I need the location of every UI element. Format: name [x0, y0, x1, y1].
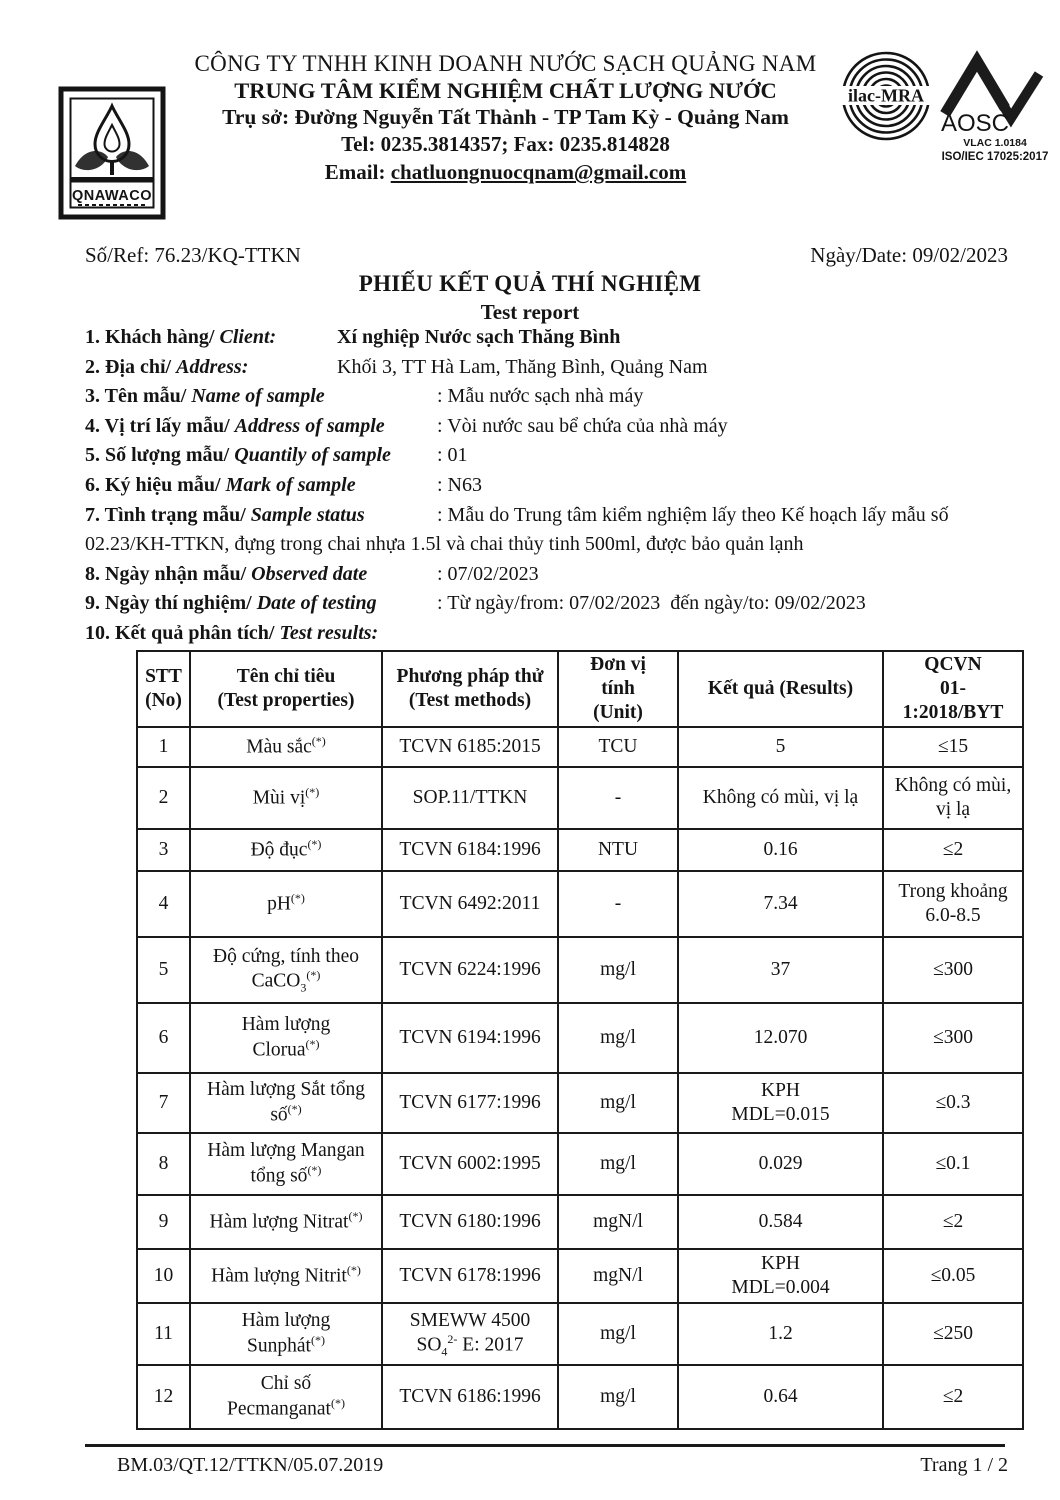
aosc-logo-text: AOSC	[941, 110, 1010, 137]
page-number: Trang 1 / 2	[920, 1454, 1008, 1476]
cell-limit: ≤0.3	[883, 1073, 1023, 1133]
cell-method: TCVN 6180:1996	[382, 1195, 558, 1249]
cell-method: SOP.11/TTKN	[382, 767, 558, 829]
field-value: : 01	[437, 444, 468, 467]
field-item	[85, 323, 1012, 353]
cell-result: 0.029	[678, 1133, 883, 1195]
cell-unit: -	[558, 871, 678, 937]
page-title: PHIẾU KẾT QUẢ THÍ NGHIỆM	[358, 271, 702, 296]
field-label: 7. Tình trạng mẫu/ Sample status	[85, 503, 365, 526]
cell-property: Chỉ số Pecmanganat(*)	[190, 1365, 382, 1429]
cell-unit: mg/l	[558, 937, 678, 1003]
column-header: Tên chỉ tiêu (Test properties)	[190, 651, 382, 727]
cell-result: 0.64	[678, 1365, 883, 1429]
table-row	[137, 1003, 1023, 1073]
field-list	[85, 323, 1012, 649]
qnawaco-logo-icon	[58, 86, 166, 225]
aosc-vlac-text: VLAC 1.0184	[963, 137, 1027, 149]
field-item	[85, 441, 1012, 471]
ilac-mra-logo-icon	[840, 50, 932, 145]
cell-unit: mgN/l	[558, 1195, 678, 1249]
accreditation-logos	[840, 50, 1049, 168]
cell-property: Mùi vị(*)	[190, 767, 382, 829]
cell-property: Hàm lượng Nitrat(*)	[190, 1195, 382, 1249]
cell-result: 12.070	[678, 1003, 883, 1073]
field-label: 6. Ký hiệu mẫu/ Mark of sample	[85, 473, 356, 496]
company-name: CÔNG TY TNHH KINH DOANH NƯỚC SẠCH QUẢNG NAM	[194, 51, 817, 76]
ref-number: Số/Ref: 76.23/KQ-TTKN	[85, 243, 301, 267]
cell-limit: Trong khoảng 6.0-8.5	[883, 871, 1023, 937]
cell-property: Độ đục(*)	[190, 829, 382, 871]
cell-unit: NTU	[558, 829, 678, 871]
field-item	[85, 619, 1012, 649]
email-label: Email:	[324, 160, 391, 184]
cell-limit: ≤2	[883, 1365, 1023, 1429]
cell-result: 1.2	[678, 1303, 883, 1365]
ilac-mra-logo-text: ilac-MRA	[848, 85, 924, 106]
field-value: : Vòi nước sau bể chứa của nhà máy	[437, 414, 728, 437]
tel-fax-line: Tel: 0235.3814357; Fax: 0235.814828	[341, 132, 670, 156]
cell-unit: mg/l	[558, 1133, 678, 1195]
cell-result: KPH MDL=0.015	[678, 1073, 883, 1133]
cell-property: Hàm lượng Mangan tổng số(*)	[190, 1133, 382, 1195]
cell-result: 7.34	[678, 871, 883, 937]
cell-method: TCVN 6194:1996	[382, 1003, 558, 1073]
field-label: 4. Vị trí lấy mẫu/ Address of sample	[85, 414, 385, 437]
cell-stt: 10	[137, 1249, 190, 1303]
field-item	[85, 382, 1012, 412]
cell-stt: 3	[137, 829, 190, 871]
cell-method: TCVN 6186:1996	[382, 1365, 558, 1429]
column-header: STT (No)	[137, 651, 190, 727]
cell-result: Không có mùi, vị lạ	[678, 767, 883, 829]
cell-stt: 8	[137, 1133, 190, 1195]
cell-method: TCVN 6185:2015	[382, 727, 558, 767]
table-row	[137, 871, 1023, 937]
cell-method: TCVN 6492:2011	[382, 871, 558, 937]
field-item	[85, 471, 1012, 501]
ref-date-row	[85, 243, 1008, 268]
field-value: : N63	[437, 473, 482, 496]
table-row	[137, 1303, 1023, 1365]
field-value: : Mẫu do Trung tâm kiểm nghiệm lấy theo Kế hoạch lấy mẫu số	[437, 503, 949, 526]
field-label: 5. Số lượng mẫu/ Quantily of sample	[85, 444, 391, 467]
cell-limit: ≤300	[883, 937, 1023, 1003]
form-code: BM.03/QT.12/TTKN/05.07.2019	[117, 1454, 384, 1476]
cell-limit: ≤15	[883, 727, 1023, 767]
table-row	[137, 1195, 1023, 1249]
cell-unit: TCU	[558, 727, 678, 767]
cell-result: 0.584	[678, 1195, 883, 1249]
table-row	[137, 1073, 1023, 1133]
cell-property: Hàm lượng Sắt tổng số(*)	[190, 1073, 382, 1133]
cell-method: SMEWW 4500 $SO_4^{2-}$ E: 2017	[382, 1303, 558, 1365]
cell-stt: 9	[137, 1195, 190, 1249]
cell-property: Màu sắc(*)	[190, 727, 382, 767]
table-row	[137, 1133, 1023, 1195]
letterhead	[178, 50, 833, 186]
table-row	[137, 1249, 1023, 1303]
field-value-continuation: 02.23/KH-TTKN, đựng trong chai nhựa 1.5l và chai thủy tinh 500ml, được bảo quản lạnh	[85, 533, 804, 556]
field-label: 2. Địa chỉ/ Address:	[85, 355, 249, 378]
results-table-wrap	[136, 650, 1024, 1430]
field-item	[85, 560, 1012, 590]
field-value: Xí nghiệp Nước sạch Thăng Bình	[337, 326, 621, 348]
cell-limit: ≤300	[883, 1003, 1023, 1073]
cell-unit: mg/l	[558, 1365, 678, 1429]
cell-result: 5	[678, 727, 883, 767]
cell-stt: 11	[137, 1303, 190, 1365]
column-header: Phương pháp thử (Test methods)	[382, 651, 558, 727]
field-label: 10. Kết quả phân tích/ Test results:	[85, 621, 379, 644]
field-label: 3. Tên mẫu/ Name of sample	[85, 385, 325, 408]
cell-result: KPH MDL=0.004	[678, 1249, 883, 1303]
email-line	[178, 158, 833, 186]
field-value: Khối 3, TT Hà Lam, Thăng Bình, Quảng Nam	[337, 355, 708, 378]
cell-stt: 6	[137, 1003, 190, 1073]
title-block	[0, 271, 1060, 325]
cell-stt: 2	[137, 767, 190, 829]
field-value: : 07/02/2023	[437, 562, 539, 585]
cell-limit: ≤0.1	[883, 1133, 1023, 1195]
field-value: : Từ ngày/from: 07/02/2023 đến ngày/to: 09/02/2023	[437, 592, 866, 615]
cell-method: TCVN 6224:1996	[382, 937, 558, 1003]
table-row	[137, 829, 1023, 871]
cell-property: Hàm lượng Nitrit(*)	[190, 1249, 382, 1303]
cell-method: TCVN 6178:1996	[382, 1249, 558, 1303]
table-row	[137, 937, 1023, 1003]
aosc-iso-text: ISO/IEC 17025:2017	[941, 151, 1049, 163]
center-name: TRUNG TÂM KIỂM NGHIỆM CHẤT LƯỢNG NƯỚC	[234, 78, 777, 103]
document-date: Ngày/Date: 09/02/2023	[810, 243, 1008, 267]
cell-stt: 4	[137, 871, 190, 937]
cell-stt: 7	[137, 1073, 190, 1133]
cell-result: 0.16	[678, 829, 883, 871]
cell-method: TCVN 6177:1996	[382, 1073, 558, 1133]
cell-unit: mg/l	[558, 1073, 678, 1133]
cell-property: Hàm lượng Sunphát(*)	[190, 1303, 382, 1365]
cell-limit: ≤2	[883, 829, 1023, 871]
cell-property: Hàm lượng Clorua(*)	[190, 1003, 382, 1073]
footer-rule	[85, 1444, 1005, 1447]
cell-unit: mg/l	[558, 1303, 678, 1365]
column-header: QCVN 01- 1:2018/BYT	[883, 651, 1023, 727]
cell-result: 37	[678, 937, 883, 1003]
cell-unit: mgN/l	[558, 1249, 678, 1303]
cell-method: TCVN 6002:1995	[382, 1133, 558, 1195]
email-address: chatluongnuocqnam@gmail.com	[390, 160, 687, 184]
field-item	[85, 412, 1012, 442]
column-header: Kết quả (Results)	[678, 651, 883, 727]
cell-method: TCVN 6184:1996	[382, 829, 558, 871]
cell-limit: ≤2	[883, 1195, 1023, 1249]
table-row	[137, 1365, 1023, 1429]
aosc-logo-icon	[937, 50, 1049, 168]
table-row	[137, 727, 1023, 767]
cell-stt: 5	[137, 937, 190, 1003]
cell-limit: ≤0.05	[883, 1249, 1023, 1303]
field-item	[85, 589, 1012, 619]
cell-stt: 12	[137, 1365, 190, 1429]
page-title-en: Test report	[480, 300, 580, 324]
field-label: 1. Khách hàng/ Client:	[85, 326, 277, 348]
column-header: Đơn vị tính (Unit)	[558, 651, 678, 727]
cell-unit: mg/l	[558, 1003, 678, 1073]
field-item	[85, 353, 1012, 383]
table-header-row	[137, 651, 1023, 727]
cell-limit: Không có mùi, vị lạ	[883, 767, 1023, 829]
field-label: 9. Ngày thí nghiệm/ Date of testing	[85, 592, 377, 615]
footer	[85, 1454, 1008, 1477]
field-value: : Mẫu nước sạch nhà máy	[437, 385, 644, 408]
cell-property: pH(*)	[190, 871, 382, 937]
table-row	[137, 767, 1023, 829]
field-label: 8. Ngày nhận mẫu/ Observed date	[85, 562, 368, 585]
address-line: Trụ sở: Đường Nguyễn Tất Thành - TP Tam Kỳ - Quảng Nam	[222, 105, 789, 129]
cell-unit: -	[558, 767, 678, 829]
cell-property: Độ cứng, tính theo CaCO$_3$(*)	[190, 937, 382, 1003]
qnawaco-logo-text: QNAWACO	[71, 188, 153, 204]
cell-stt: 1	[137, 727, 190, 767]
field-value	[437, 619, 1012, 649]
field-item	[85, 501, 1012, 531]
cell-limit: ≤250	[883, 1303, 1023, 1365]
results-table	[136, 650, 1024, 1430]
